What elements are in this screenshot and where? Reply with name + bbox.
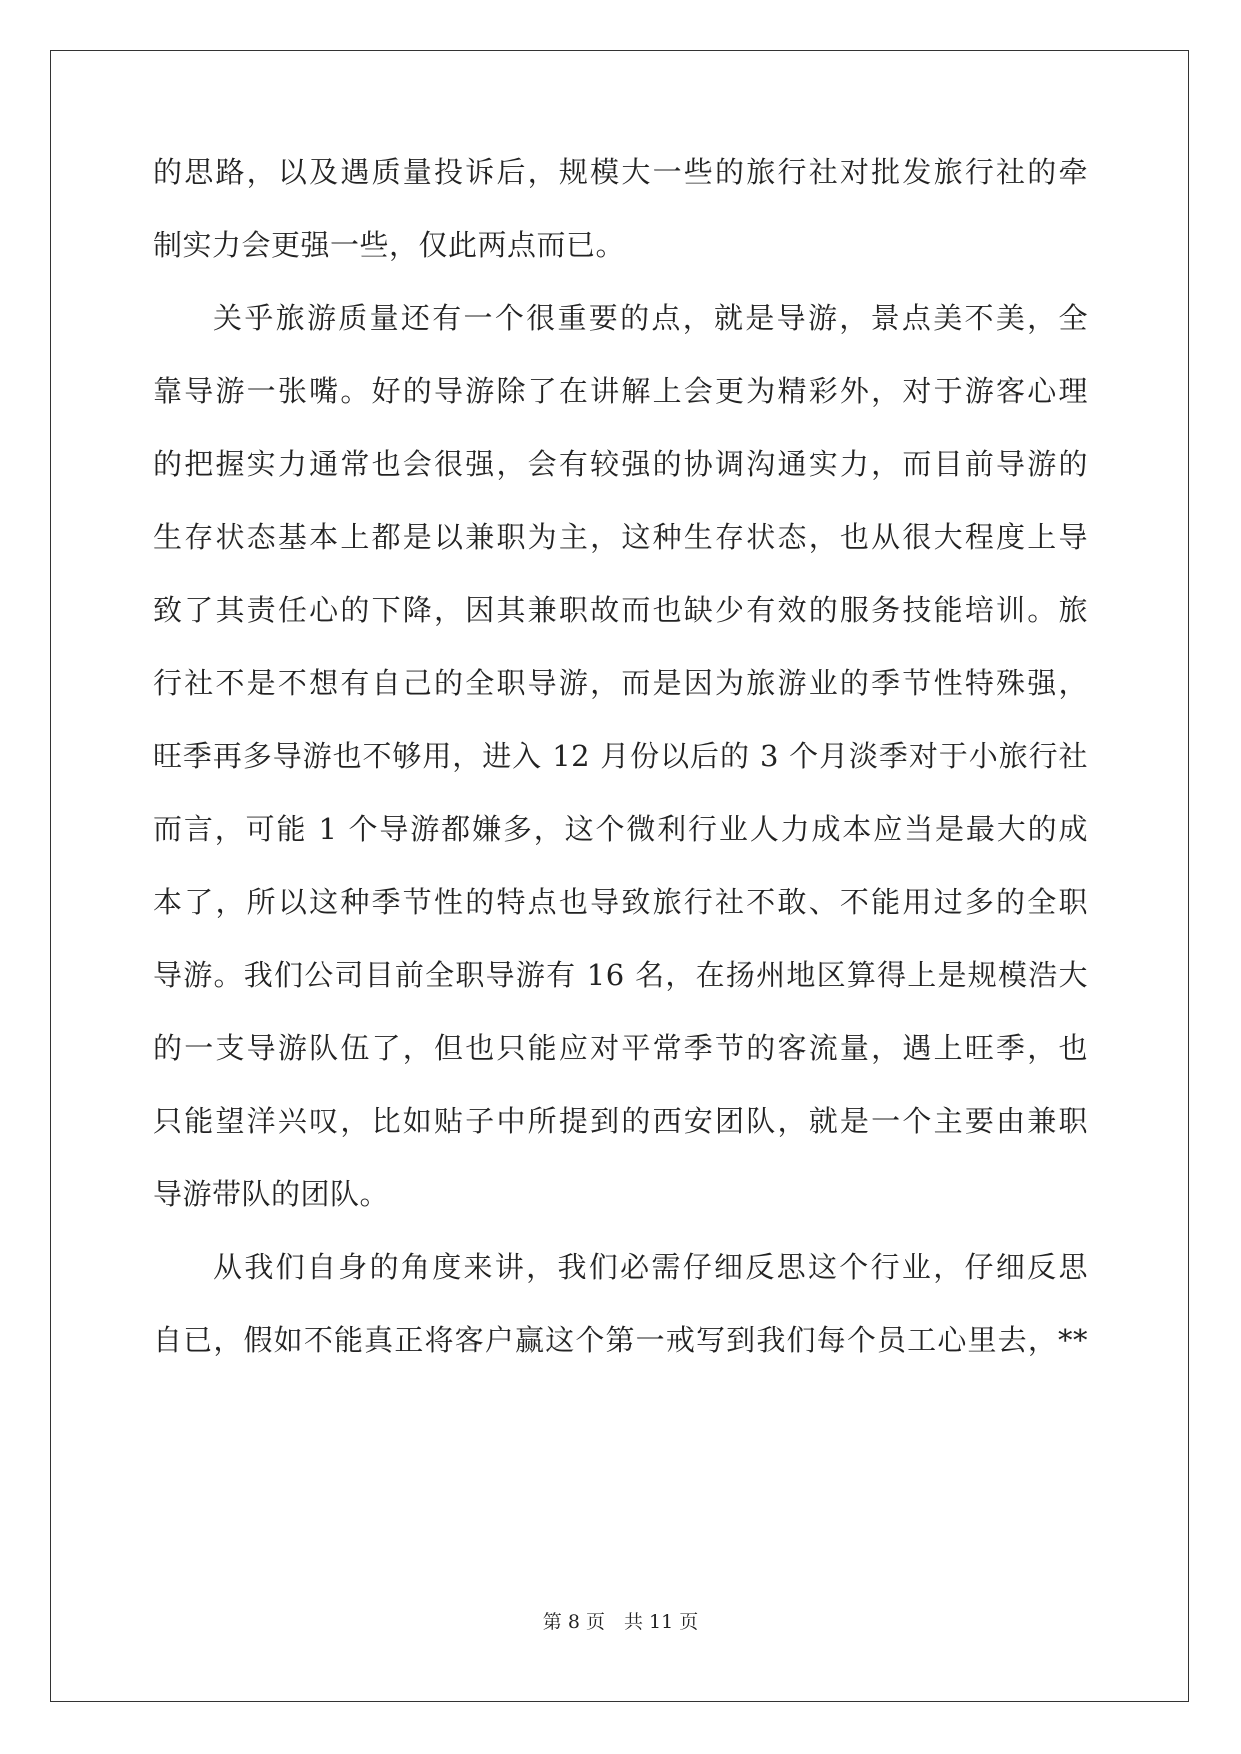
page-number-footer: 第 8 页 共 11 页 — [542, 1611, 699, 1633]
body-text-line: 的把握实力通常也会很强，会有较强的协调沟通实力，而目前导游的 — [153, 447, 1088, 481]
body-text-line: 制实力会更强一些，仅此两点而已。 — [153, 228, 626, 262]
body-text-line: 导游。我们公司目前全职导游有 16 名，在扬州地区算得上是规模浩大 — [153, 958, 1088, 992]
body-text-line: 的思路，以及遇质量投诉后，规模大一些的旅行社对批发旅行社的牵 — [153, 155, 1088, 189]
body-text-line: 导游带队的团队。 — [153, 1177, 390, 1211]
body-text-line: 自已，假如不能真正将客户赢这个第一戒写到我们每个员工心里去，** — [153, 1323, 1088, 1357]
body-text-line: 靠导游一张嘴。好的导游除了在讲解上会更为精彩外，对于游客心理 — [153, 374, 1088, 408]
body-text-line: 只能望洋兴叹，比如贴子中所提到的西安团队，就是一个主要由兼职 — [153, 1104, 1088, 1138]
body-text-line: 而言，可能 1 个导游都嫌多，这个微利行业人力成本应当是最大的成 — [153, 812, 1088, 846]
body-text-line: 的一支导游队伍了，但也只能应对平常季节的客流量，遇上旺季，也 — [153, 1031, 1088, 1065]
body-text-line: 致了其责任心的下降，因其兼职故而也缺少有效的服务技能培训。旅 — [153, 593, 1088, 627]
body-text-line: 从我们自身的角度来讲，我们必需仔细反思这个行业，仔细反思 — [213, 1250, 1088, 1284]
body-text-line: 关乎旅游质量还有一个很重要的点，就是导游，景点美不美，全 — [213, 301, 1088, 335]
body-text-line: 旺季再多导游也不够用，进入 12 月份以后的 3 个月淡季对于小旅行社 — [153, 739, 1088, 773]
body-text-line: 生存状态基本上都是以兼职为主，这种生存状态，也从很大程度上导 — [153, 520, 1088, 554]
body-text-line: 本了，所以这种季节性的特点也导致旅行社不敢、不能用过多的全职 — [153, 885, 1088, 919]
body-text-line: 行社不是不想有自己的全职导游，而是因为旅游业的季节性特殊强， — [153, 666, 1088, 700]
